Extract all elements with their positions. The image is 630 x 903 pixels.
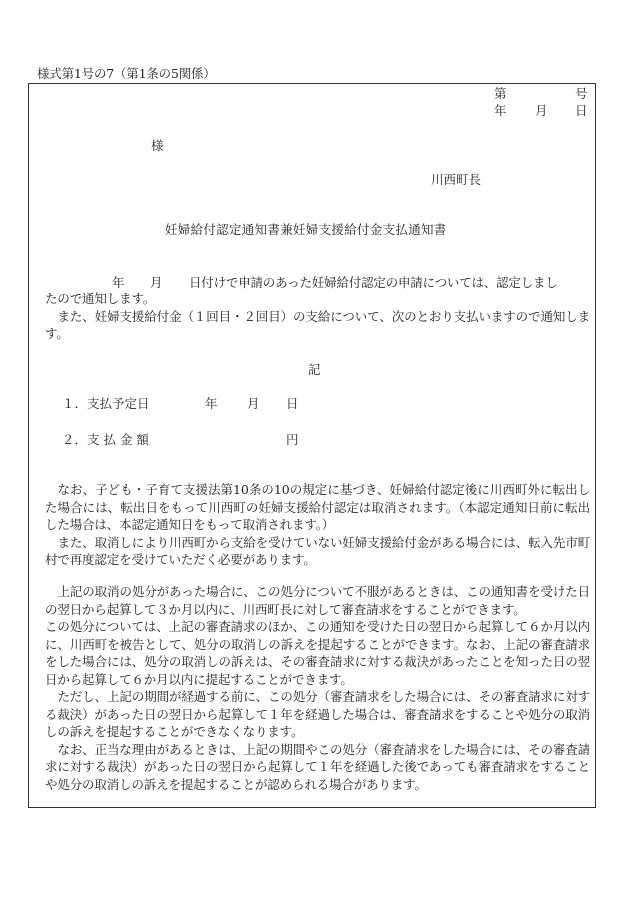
intro-payment-paragraph: また、妊婦支援給付金（１回目・２回目）の支給について、次のとおり支払いますので通知します。 xyxy=(45,308,590,341)
payment-date-label: １．支払予定日 xyxy=(62,396,150,411)
payment-date-month: 月 xyxy=(247,396,260,411)
payment-date-day: 日 xyxy=(286,396,299,411)
date-year: 年 xyxy=(494,103,507,118)
ki-marker: 記 xyxy=(308,362,321,377)
intro-paragraph xyxy=(45,290,590,343)
appeal-paragraph-3: ただし、上記の期間が経過する前に、この処分（審査請求をした場合には、その審査請求に対する裁決）があった日の翌日から起算して１年を経過した場合は、審査請求をすることや処分の取消しの訴えを提起することができなくなります。 xyxy=(45,689,590,739)
date-day: 日 xyxy=(575,103,588,118)
intro-month: 月 xyxy=(150,275,163,290)
intro-year: 年 xyxy=(112,275,125,290)
appeal-paragraph-2: この処分については、上記の審査請求のほか、この通知を受けた日の翌日から起算して６か月以内に、川西町を被告として、処分の取消しの訴えを提起することができます。なお、上記の審査請求をした場合には、処分の取消しの訴えは、その審査請求に対する裁決があったことを知った日の翌日から起算して６か月以内に提起することができます。 xyxy=(45,619,590,687)
notice-paragraph-1: なお、子ども・子育て支援法第10条の10の規定に基づき、妊婦給付認定後に川西町外に転出した場合には、転出日をもって川西町の妊婦支援給付認定は取消されます。（本認定通知日前に転出した場合は、本認定通知日をもって取消されます。） xyxy=(45,482,590,532)
appeal-paragraph-1: 上記の取消の処分があった場合に、この処分について不服があるときは、この通知書を受けた日の翌日から起算して３か月以内に、川西町長に対して審査請求をすることができます。 xyxy=(45,584,590,617)
date-month: 月 xyxy=(535,103,548,118)
sender-name: 川西町長 xyxy=(431,172,482,187)
number-dai: 第 xyxy=(494,86,507,101)
form-number-label: 様式第1号の7（第1条の5関係） xyxy=(37,66,216,81)
appeal-paragraph-4: なお、正当な理由があるときは、上記の期間やこの処分（審査請求をした場合には、その審査請求に対する裁決）があった日の翌日から起算して１年を経過した後であっても審査請求をすることや処分の取消しの訴えを提起することが認められる場合があります。 xyxy=(45,741,590,792)
notice-section xyxy=(45,481,590,569)
document-title: 妊婦給付認定通知書兼妊婦支援給付金支払通知書 xyxy=(165,222,447,237)
payment-amount-label: ２．支 払 金 額 xyxy=(62,432,149,447)
payment-date-year: 年 xyxy=(205,396,218,411)
addressee-suffix: 様 xyxy=(151,138,164,153)
intro-line1: 日付けで申請のあった妊婦給付認定の申請については、認定しまし xyxy=(189,275,558,290)
number-go: 号 xyxy=(575,86,588,101)
appeal-section xyxy=(45,583,590,793)
notice-paragraph-2: また、取消しにより川西町から支給を受けていない妊婦支援給付金がある場合には、転入先市町村で再度認定を受けていただく必要があります。 xyxy=(45,534,590,567)
intro-line2: たので通知します。 xyxy=(45,291,156,306)
payment-amount-yen: 円 xyxy=(286,432,299,447)
